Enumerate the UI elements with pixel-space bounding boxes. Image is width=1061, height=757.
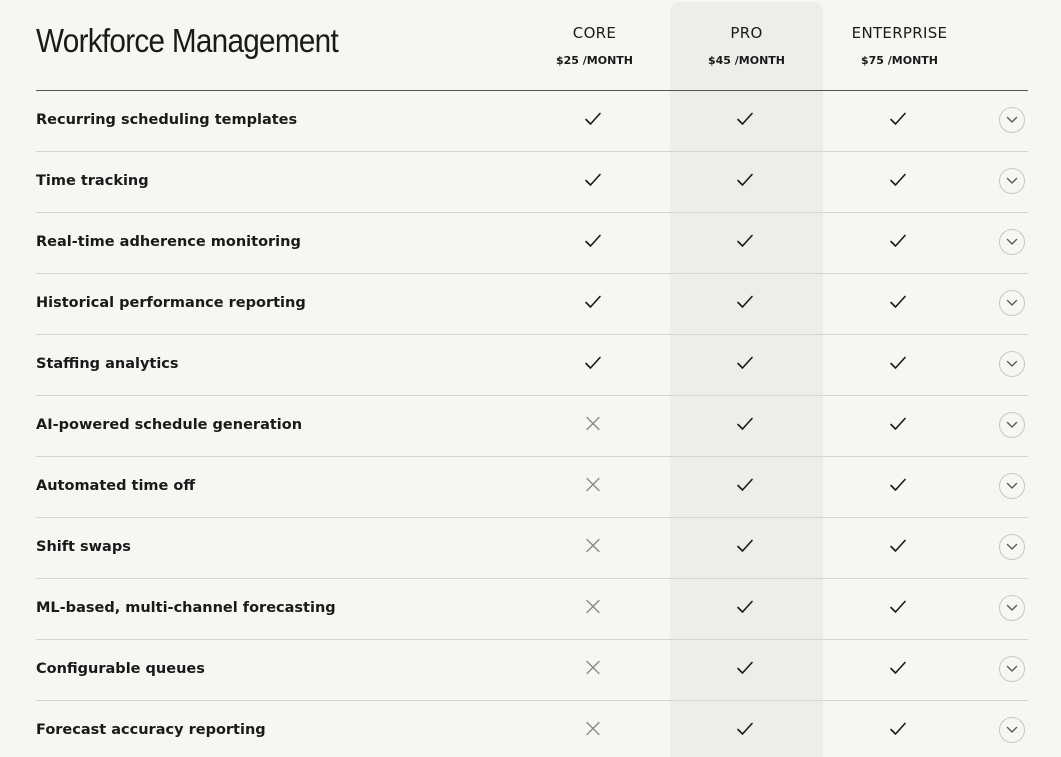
table-row <box>36 335 1028 396</box>
check-icon <box>736 172 756 190</box>
chevron-down-icon <box>1006 726 1018 734</box>
check-icon <box>584 233 604 251</box>
feature-label: Real-time adherence monitoring <box>36 234 301 250</box>
expand-row-button[interactable] <box>999 351 1025 377</box>
check-icon <box>584 294 604 312</box>
plan-price: $75 /MONTH <box>860 54 939 67</box>
check-icon <box>889 294 909 312</box>
plan-price: $45 /MONTH <box>707 54 786 67</box>
cross-icon <box>584 477 604 495</box>
expand-row-button[interactable] <box>999 290 1025 316</box>
check-icon <box>889 538 909 556</box>
chevron-down-icon <box>1006 238 1018 246</box>
expand-row-button[interactable] <box>999 412 1025 438</box>
cross-icon <box>584 538 604 556</box>
table-row <box>36 274 1028 335</box>
check-icon <box>584 111 604 129</box>
cross-icon <box>584 599 604 617</box>
check-icon <box>736 294 756 312</box>
cross-icon <box>584 416 604 434</box>
feature-label: ML-based, multi-channel forecasting <box>36 600 336 616</box>
chevron-down-icon <box>1006 543 1018 551</box>
check-icon <box>736 111 756 129</box>
expand-row-button[interactable] <box>999 534 1025 560</box>
chevron-down-icon <box>1006 116 1018 124</box>
page-title: Workforce Management <box>36 22 338 59</box>
feature-label: Configurable queues <box>36 661 205 677</box>
check-icon <box>736 660 756 678</box>
expand-row-button[interactable] <box>999 168 1025 194</box>
check-icon <box>889 599 909 617</box>
check-icon <box>889 660 909 678</box>
check-icon <box>889 416 909 434</box>
chevron-down-icon <box>1006 665 1018 673</box>
plan-header-core <box>518 24 671 67</box>
feature-label: Automated time off <box>36 478 196 494</box>
check-icon <box>889 111 909 129</box>
check-icon <box>889 233 909 251</box>
feature-label: Staffing analytics <box>36 356 179 372</box>
expand-row-button[interactable] <box>999 473 1025 499</box>
table-row <box>36 213 1028 274</box>
feature-label: AI-powered schedule generation <box>36 417 303 433</box>
check-icon <box>736 416 756 434</box>
feature-label: Recurring scheduling templates <box>36 112 298 128</box>
chevron-down-icon <box>1006 299 1018 307</box>
chevron-down-icon <box>1006 482 1018 490</box>
expand-row-button[interactable] <box>999 595 1025 621</box>
expand-row-button[interactable] <box>999 107 1025 133</box>
table-row <box>36 396 1028 457</box>
chevron-down-icon <box>1006 360 1018 368</box>
check-icon <box>736 477 756 495</box>
feature-label: Forecast accuracy reporting <box>36 722 266 738</box>
table-row <box>36 91 1028 152</box>
chevron-down-icon <box>1006 177 1018 185</box>
chevron-down-icon <box>1006 604 1018 612</box>
table-row <box>36 640 1028 701</box>
cross-icon <box>584 660 604 678</box>
table-row <box>36 518 1028 579</box>
feature-label: Historical performance reporting <box>36 295 306 311</box>
feature-table <box>36 91 1028 757</box>
check-icon <box>736 721 756 739</box>
expand-row-button[interactable] <box>999 229 1025 255</box>
plan-header-pro <box>670 24 823 67</box>
check-icon <box>736 355 756 373</box>
check-icon <box>889 477 909 495</box>
feature-label: Time tracking <box>36 173 149 189</box>
table-row <box>36 701 1028 757</box>
table-row <box>36 579 1028 640</box>
chevron-down-icon <box>1006 421 1018 429</box>
check-icon <box>584 355 604 373</box>
cross-icon <box>584 721 604 739</box>
expand-row-button[interactable] <box>999 717 1025 743</box>
table-row <box>36 457 1028 518</box>
plan-name: CORE <box>572 24 617 42</box>
plan-header-enterprise <box>823 24 976 67</box>
feature-label: Shift swaps <box>36 539 131 555</box>
check-icon <box>889 355 909 373</box>
table-row <box>36 152 1028 213</box>
check-icon <box>736 233 756 251</box>
check-icon <box>736 538 756 556</box>
check-icon <box>889 721 909 739</box>
plan-price: $25 /MONTH <box>555 54 634 67</box>
check-icon <box>889 172 909 190</box>
check-icon <box>584 172 604 190</box>
plan-name: ENTERPRISE <box>851 24 948 42</box>
check-icon <box>736 599 756 617</box>
plan-name: PRO <box>730 24 763 42</box>
expand-row-button[interactable] <box>999 656 1025 682</box>
